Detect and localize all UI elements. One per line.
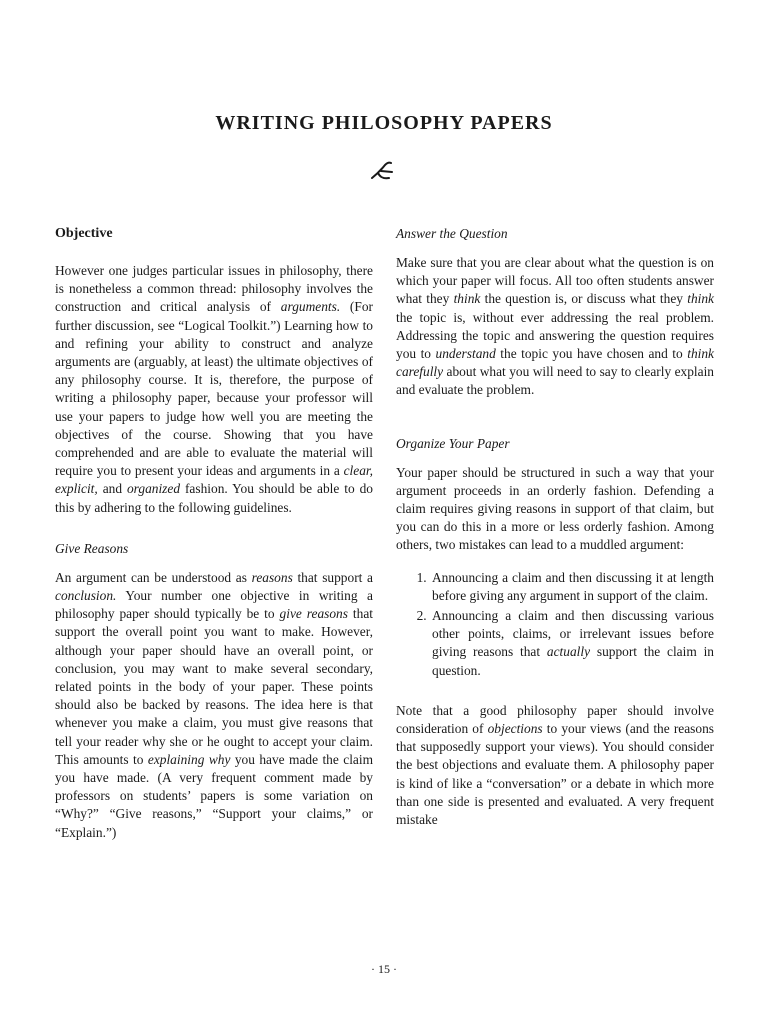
heading-give-reasons: Give Reasons (55, 540, 129, 556)
ornament-icon (368, 156, 398, 186)
paragraph-objections: Note that a good philosophy paper should involve consideration of objections to your views (and the reasons that supposedly support your views). You should consider the best objections and evaluate them. A philosophy paper is kind of like a “conversation” or a debate in which more than one side is presented and evaluated. A very frequent mistake (396, 702, 714, 828)
right-column (396, 224, 714, 851)
list-item: 1. Announcing a claim and then discussing it at length before giving any argument in support of the claim. (430, 569, 714, 605)
paragraph-give-reasons: An argument can be understood as reasons that support a conclusion. Your number one objective in writing a philosophy paper should typically be to give reasons that support the overall point you want to make. However, although your paper should have an overall point, or conclusion, you may want to make several secondary, related points in the body of your paper. These points should also be backed by reasons. The idea here is that whenever you make a claim, you must give reasons that tell your reader why she or he ought to accept your claim. This amounts to explaining why you have made the claim you have made. (A very frequent comment made by professors on students’ papers is some variation on “Why?” “Give reasons,” “Support your claims,” or “Explain.”) (55, 569, 373, 840)
heading-objective: Objective (55, 226, 113, 241)
list-item: 2. Announcing a claim and then discussing various other points, claims, or irrelevant issues before giving reasons that actually support the claim in question. (430, 607, 714, 680)
page-title: WRITING PHILOSOPHY PAPERS (215, 112, 553, 134)
paragraph-objective: However one judges particular issues in philosophy, there is nonetheless a common thread: philosophy involves the construction and critical analysis of arguments. (For further discussion, see “Logical Toolkit.”) Learning how to and refining your ability to construct and analyze arguments are (arguably, at least) the ultimate objectives of any philosophy course. It is, therefore, the purpose of writing a philosophy paper, because your professor will use your papers to judge how well you are meeting the objectives of the course. Showing that you have comprehended and are able to evaluate the material will require you to present your ideas and arguments in a clear, explicit, and organized fashion. You should be able to do this by adhering to the following guidelines. (55, 263, 374, 515)
left-column (55, 224, 373, 864)
heading-organize-paper: Organize Your Paper (396, 435, 510, 451)
page-number: · 15 · (371, 962, 397, 976)
paragraph-organize-paper: Your paper should be structured in such a way that your argument proceeds in an orderly fashion. Defending a claim requires giving reasons in support of that claim, but you can do this in a more or less orderly fashion. Among others, two mistakes can lead to a muddled argument: (396, 464, 714, 553)
mistakes-list (396, 569, 714, 680)
paragraph-answer-question: Make sure that you are clear about what the question is on which your paper will focus. All too often students answer what they think the question is, or discuss what they think the topic is, without ever addressing the real problem. Addressing the topic and answering the question requires you to understand the topic you have chosen and to think carefully about what you will need to say to clearly explain and evaluate the problem. (396, 255, 714, 398)
heading-answer-question: Answer the Question (396, 226, 508, 241)
